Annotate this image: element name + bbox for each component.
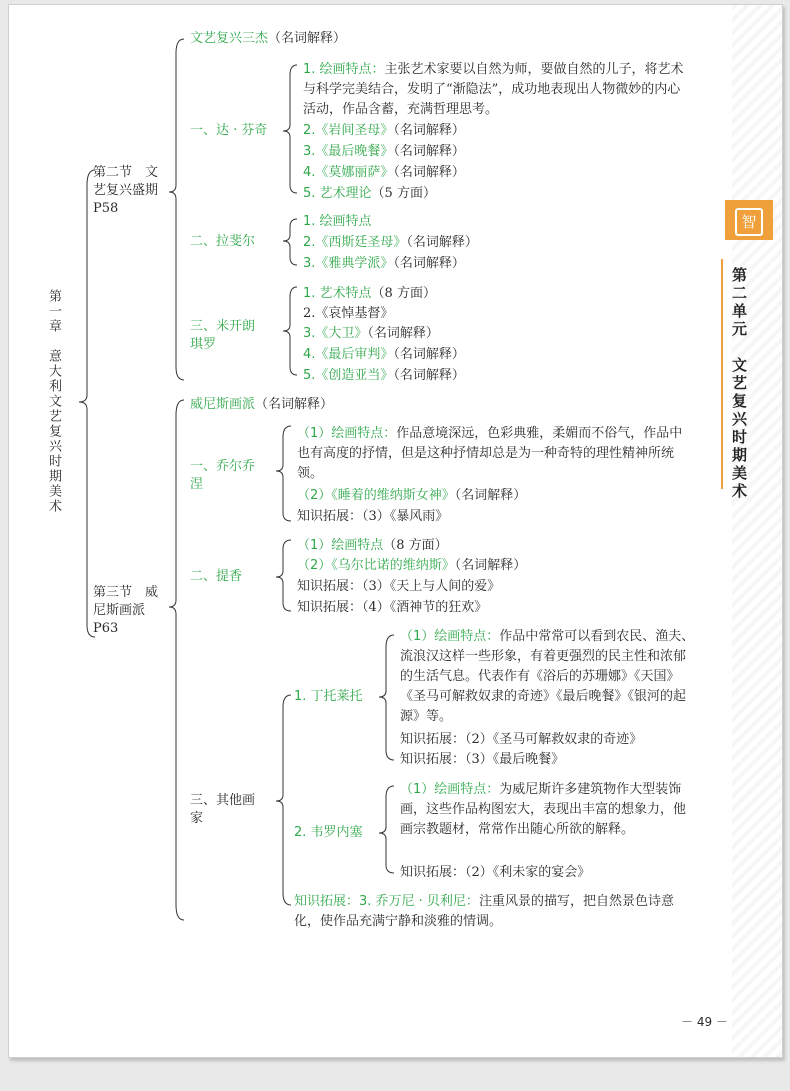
titian-item2-note: （名词解释） — [454, 558, 527, 573]
veronese-extension-1: 知识拓展：（2）《利未家的宴会》 — [400, 865, 591, 880]
sec3-title-line2: 尼斯画派 — [93, 603, 146, 618]
davinci-name: 一、达 · 芬奇 — [190, 123, 268, 138]
giorgione-item2-note: （名词解释） — [454, 488, 527, 503]
giorgione-item1-label: （1）绘画特点： — [297, 426, 397, 441]
others-name-line1: 三、其他画 — [190, 793, 256, 808]
michelangelo-item3 — [303, 324, 439, 344]
davinci-item5-note: （5 方面） — [371, 186, 436, 201]
davinci-item2-note: （名词解释） — [393, 123, 465, 138]
raphael-item2-note: （名词解释） — [406, 235, 478, 250]
michelangelo-item3-note: （名词解释） — [367, 326, 439, 341]
michelangelo-item4-label: 4.《最后审判》 — [303, 347, 394, 362]
wisdom-icon: 智 — [735, 208, 763, 236]
raphael-item1: 1. 绘画特点 — [303, 214, 372, 229]
sec3-heading — [190, 395, 333, 415]
unit-tab — [725, 200, 773, 240]
giorgione-extension: 知识拓展：（3）《暴风雨》 — [297, 509, 449, 524]
michelangelo-item5-note: （名词解释） — [393, 368, 465, 383]
sec2-heading-label: 文艺复兴三杰 — [190, 31, 269, 46]
michelangelo-name-line2: 琪罗 — [190, 337, 217, 352]
sec2-bracket — [169, 39, 184, 380]
sec3-bracket — [169, 400, 184, 920]
raphael-bracket — [283, 219, 297, 265]
giorgione-name-line1: 一、乔尔乔 — [190, 459, 256, 474]
michelangelo-item1-label: 1. 艺术特点 — [303, 286, 372, 301]
giorgione-bracket — [276, 426, 291, 521]
giorgione-item2 — [297, 486, 526, 506]
sec2-title-line1: 第二节 文 — [93, 165, 159, 180]
giorgione-item2-label: （2）《睡着的维纳斯女神》 — [297, 488, 455, 503]
michelangelo-bracket — [283, 287, 297, 375]
tintoretto-bracket — [379, 635, 394, 760]
tintoretto-extension-1: 知识拓展：（2）《圣马可解救奴隶的奇迹》 — [400, 732, 643, 747]
raphael-item2 — [303, 233, 478, 253]
raphael-name: 二、拉斐尔 — [190, 234, 256, 249]
tintoretto-name: 1. 丁托莱托 — [294, 689, 363, 704]
michelangelo-name-line1: 三、米开朗 — [190, 319, 256, 334]
book-page — [8, 4, 783, 1058]
sidebar-divider — [721, 259, 723, 489]
veronese-item1 — [400, 780, 695, 840]
sec2-page-ref: P58 — [93, 201, 119, 216]
unit-title: 第二单元 文艺复兴时期美术 — [730, 267, 748, 501]
michelangelo-item4 — [303, 345, 465, 365]
davinci-item1-label: 1. 绘画特点： — [303, 62, 385, 77]
titian-item2-label: （2）《乌尔比诺的维纳斯》 — [297, 558, 455, 573]
sec3-heading-label: 威尼斯画派 — [190, 397, 256, 412]
titian-name: 二、提香 — [190, 569, 243, 584]
raphael-item3-note: （名词解释） — [393, 256, 465, 271]
titian-item1-label: （1）绘画特点 — [297, 538, 384, 553]
michelangelo-item4-note: （名词解释） — [393, 347, 465, 362]
veronese-name: 2. 韦罗内塞 — [294, 825, 363, 840]
michelangelo-item1-note: （8 方面） — [371, 286, 436, 301]
michelangelo-item2: 2.《哀悼基督》 — [303, 306, 394, 321]
veronese-item1-label: （1）绘画特点： — [400, 782, 500, 797]
titian-extension-2: 知识拓展：（4）《酒神节的狂欢》 — [297, 600, 488, 615]
davinci-item3-note: （名词解释） — [393, 144, 465, 159]
raphael-item3-label: 3.《雅典学派》 — [303, 256, 394, 271]
sec3-heading-note: （名词解释） — [255, 397, 334, 412]
titian-item1-note: （8 方面） — [383, 538, 448, 553]
raphael-item2-label: 2.《西斯廷圣母》 — [303, 235, 407, 250]
sec2-heading — [190, 29, 346, 49]
veronese-bracket — [379, 786, 394, 873]
others-bracket — [276, 695, 291, 905]
titian-item2 — [297, 556, 526, 576]
davinci-item4 — [303, 163, 465, 183]
davinci-item1 — [303, 60, 693, 120]
giorgione-item1 — [297, 424, 692, 484]
davinci-item4-note: （名词解释） — [393, 165, 465, 180]
bellini-label: 知识拓展：3. 乔万尼 · 贝利尼： — [294, 894, 479, 909]
bellini-text: 注重风景的描写，把自然景色诗意化，使作品充满宁静和淡雅的情调。 — [294, 894, 674, 929]
giorgione-item1-text: 作品意境深远，色彩典雅，柔媚而不俗气，作品中也有高度的抒情，但是这种抒情却总是为一种奇特的理性精神所统领。 — [297, 426, 683, 481]
decorative-stripes — [732, 5, 782, 1057]
davinci-item2 — [303, 121, 465, 141]
sec3-page-ref: P63 — [93, 621, 119, 636]
sec2-heading-note: （名词解释） — [268, 31, 347, 46]
tintoretto-item1-text: 作品中常常可以看到农民、渔夫、流浪汉这样一些形象，有着更强烈的民主性和浓郁的生活气息。代表作有《浴后的苏珊娜》《天国》《圣马可解救奴隶的奇迹》《最后晚餐》《银河的起源》等。 — [400, 629, 695, 724]
michelangelo-item3-label: 3.《大卫》 — [303, 326, 368, 341]
chapter-title: 第一章 意大利文艺复兴时期美术 — [46, 289, 61, 514]
davinci-item3-label: 3.《最后晚餐》 — [303, 144, 394, 159]
sec3-title-line1: 第三节 威 — [93, 585, 159, 600]
sec2-title-line2: 艺复兴盛期 — [93, 183, 159, 198]
giorgione-name-line2: 涅 — [190, 477, 204, 492]
chapter-bracket — [79, 170, 95, 637]
michelangelo-item5-label: 5.《创造亚当》 — [303, 368, 394, 383]
davinci-item3 — [303, 142, 465, 162]
page-number: － 49 － — [681, 1015, 728, 1029]
bellini-extension — [294, 892, 694, 932]
raphael-item3 — [303, 254, 465, 274]
davinci-item2-label: 2.《岩间圣母》 — [303, 123, 394, 138]
others-name-line2: 家 — [190, 811, 204, 826]
davinci-item5-label: 5. 艺术理论 — [303, 186, 372, 201]
titian-extension-1: 知识拓展：（3）《天上与人间的爱》 — [297, 579, 501, 594]
michelangelo-item1 — [303, 284, 436, 304]
titian-item1 — [297, 536, 448, 556]
titian-bracket — [276, 540, 291, 611]
davinci-item1-text: 主张艺术家要以自然为师，要做自然的儿子，将艺术与科学完美结合，发明了“渐隐法”，成功地表现出人物微妙的内心活动，作品含蓄，充满哲理思考。 — [303, 62, 684, 117]
michelangelo-item5 — [303, 366, 465, 386]
tintoretto-item1 — [400, 627, 695, 727]
tintoretto-item1-label: （1）绘画特点： — [400, 629, 500, 644]
davinci-item5 — [303, 184, 436, 204]
tintoretto-extension-2: 知识拓展：（3）《最后晚餐》 — [400, 752, 565, 767]
davinci-bracket — [283, 65, 297, 193]
veronese-item1-text: 为威尼斯许多建筑物作大型装饰画，这些作品构图宏大，表现出丰富的想象力，他画宗教题材，常常作出随心所欲的解释。 — [400, 782, 687, 837]
davinci-item4-label: 4.《莫娜丽萨》 — [303, 165, 394, 180]
